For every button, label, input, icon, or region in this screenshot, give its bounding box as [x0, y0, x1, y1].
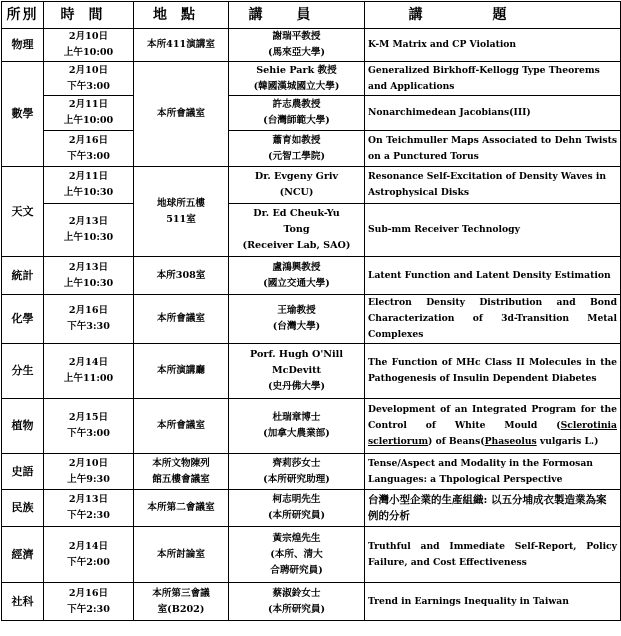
- place-text: 地球所五樓: [157, 197, 205, 209]
- speaker-name: Sehie Park 教授: [256, 64, 337, 76]
- speaker-name: 謝瑞平教授: [272, 31, 321, 42]
- topic-text: vulgaris L.): [536, 436, 599, 447]
- speaker-affiliation: (台灣大學): [272, 321, 321, 332]
- topic-cell: Electron Density Distribution and Bond Characterization of 3d-Transition Metal Complexes: [365, 295, 621, 344]
- speaker-affiliation: (NCU): [279, 187, 314, 198]
- table-row: [2, 257, 621, 295]
- time-text: 下午2:30: [67, 603, 110, 615]
- time-cell: [44, 167, 134, 204]
- topic-cell: K-M Matrix and CP Violation: [365, 29, 621, 62]
- speaker-affiliation: (加拿大農業部): [263, 428, 330, 439]
- genus-name: Phaseolus: [484, 436, 537, 447]
- table-row: [2, 131, 621, 167]
- time-cell: [44, 344, 134, 399]
- time-text: 上午9:30: [67, 473, 110, 485]
- place-text: 本所會議室: [157, 420, 205, 431]
- date-text: 2月16日: [68, 305, 109, 316]
- table-row: [2, 490, 621, 527]
- speaker-name: 杜瑞章博士: [272, 412, 321, 423]
- speaker-name: Dr. Evgeny Griv: [254, 171, 339, 182]
- place-cell: [134, 295, 229, 344]
- speaker-cell: [229, 454, 365, 490]
- speaker-name: 黃宗煌先生: [272, 532, 321, 544]
- speaker-cell: [229, 96, 365, 131]
- table-row: [2, 29, 621, 62]
- speaker-affiliation: (台灣師範大學): [263, 115, 330, 126]
- time-text: 下午3:30: [67, 321, 110, 332]
- time-text: 上午10:00: [63, 47, 114, 58]
- speaker-affiliation: (韓國漢城國立大學): [253, 80, 340, 92]
- topic-cell: Trend in Earnings Inequality in Taiwan: [365, 583, 621, 621]
- speaker-name: Porf. Hugh O'Nill: [250, 349, 343, 360]
- place-text: 511室: [166, 213, 196, 225]
- date-text: 2月13日: [68, 261, 109, 273]
- date-text: 2月11日: [68, 99, 109, 110]
- speaker-cell: [229, 167, 365, 204]
- speaker-affiliation: (本所研究助理): [263, 473, 330, 485]
- place-cell: [134, 490, 229, 527]
- place-text: 本所會議室: [157, 313, 205, 324]
- date-text: 2月10日: [68, 64, 109, 76]
- date-text: 2月13日: [68, 494, 109, 505]
- time-cell: [44, 527, 134, 583]
- header-speaker: 講員: [229, 2, 365, 29]
- date-text: 2月11日: [68, 171, 109, 182]
- speaker-cell: [229, 257, 365, 295]
- header-time: 時間: [44, 2, 134, 29]
- topic-cell: Generalized Birkhoff-Kellogg Type Theorems and Applications: [365, 62, 621, 96]
- table-row: [2, 527, 621, 583]
- table-row: [2, 167, 621, 204]
- place-cell: [134, 527, 229, 583]
- table-row: [2, 454, 621, 490]
- topic-cell: [365, 399, 621, 454]
- topic-cell: Tense/Aspect and Modality in the Formosan Languages: a Thpological Perspective: [365, 454, 621, 490]
- speaker-affiliation: (本所、清大: [270, 548, 323, 560]
- speaker-affiliation: (史丹佛大學): [267, 381, 326, 392]
- table-row: [2, 344, 621, 399]
- speaker-cell: [229, 527, 365, 583]
- field-cell: 民族: [2, 490, 44, 527]
- date-text: 2月14日: [68, 357, 109, 368]
- field-cell: 統計: [2, 257, 44, 295]
- time-cell: [44, 583, 134, 621]
- header-row: [2, 2, 621, 29]
- speaker-cell: [229, 131, 365, 167]
- topic-cell: Nonarchimedean Jacobians(III): [365, 96, 621, 131]
- place-text: 本所第三會議: [152, 587, 210, 599]
- time-cell: [44, 29, 134, 62]
- speaker-affiliation: (Receiver Lab, SAO): [242, 240, 351, 251]
- speaker-affiliation: (元智工學院): [267, 150, 326, 162]
- time-text: 下午3:00: [67, 428, 110, 439]
- table-row: [2, 583, 621, 621]
- topic-cell: Resonance Self-Excitation of Density Waves in Astrophysical Disks: [365, 167, 621, 204]
- time-text: 下午3:00: [67, 150, 110, 162]
- field-cell: 植物: [2, 399, 44, 454]
- seminar-schedule-table: [1, 1, 621, 621]
- time-cell: [44, 295, 134, 344]
- table-row: [2, 96, 621, 131]
- speaker-name: Dr. Ed Cheuk-Yu: [253, 208, 340, 219]
- speaker-cell: [229, 583, 365, 621]
- topic-cell: Truthful and Immediate Self-Report, Policy Failure, and Cost Effectiveness: [365, 527, 621, 583]
- speaker-name: 蕭育如教授: [272, 134, 321, 146]
- time-text: 上午10:30: [63, 187, 114, 198]
- time-cell: [44, 204, 134, 257]
- speaker-name: Tong: [283, 224, 310, 235]
- topic-cell: 台灣小型企業的生產組織: 以五分埔成衣製造業為案例的分析: [365, 490, 621, 527]
- field-cell: 天文: [2, 167, 44, 257]
- speaker-cell: [229, 399, 365, 454]
- header-topic: 講題: [365, 2, 621, 29]
- time-text: 下午3:00: [67, 80, 110, 92]
- date-text: 2月16日: [68, 587, 109, 599]
- topic-text: Development of an Integrated Program for the Control of White Mould (: [368, 404, 617, 431]
- field-cell: 史語: [2, 454, 44, 490]
- topic-cell: Sub-mm Receiver Technology: [365, 204, 621, 257]
- topic-cell: On Teichmuller Maps Associated to Dehn Twists on a Punctured Torus: [365, 131, 621, 167]
- speaker-affiliation: (本所研究員): [267, 603, 326, 615]
- table-row: [2, 204, 621, 257]
- place-text: 本所308室: [156, 269, 206, 281]
- topic-cell: The Function of MHc Class II Molecules in the Pathogenesis of Insulin Dependent Diabetes: [365, 344, 621, 399]
- speaker-cell: [229, 204, 365, 257]
- speaker-name: 齊莉莎女士: [272, 457, 321, 469]
- speaker-affiliation: (本所研究員): [267, 510, 326, 521]
- time-cell: [44, 490, 134, 527]
- field-cell: 數學: [2, 62, 44, 167]
- date-text: 2月16日: [68, 134, 109, 146]
- time-text: 下午2:30: [67, 510, 110, 521]
- place-text: 本所會議室: [157, 108, 205, 119]
- speaker-affiliation: (國立交通大學): [263, 277, 330, 289]
- topic-text: ) of Beans(: [428, 436, 485, 447]
- header-place: 地點: [134, 2, 229, 29]
- time-text: 上午10:30: [63, 232, 114, 243]
- field-cell: 分生: [2, 344, 44, 399]
- date-text: 2月10日: [68, 457, 109, 469]
- speaker-cell: [229, 29, 365, 62]
- place-text: 館五樓會議室: [152, 473, 210, 485]
- header-field: 所別: [2, 2, 44, 29]
- time-text: 上午11:00: [63, 373, 114, 384]
- table-row: [2, 399, 621, 454]
- date-text: 2月13日: [68, 216, 109, 227]
- time-cell: [44, 96, 134, 131]
- speaker-affiliation: (馬來亞大學): [267, 47, 326, 58]
- speaker-cell: [229, 344, 365, 399]
- date-text: 2月10日: [68, 31, 109, 42]
- place-cell: [134, 29, 229, 62]
- time-cell: [44, 454, 134, 490]
- place-cell: [134, 257, 229, 295]
- speaker-name: 柯志明先生: [272, 494, 321, 505]
- place-cell: [134, 399, 229, 454]
- time-cell: [44, 131, 134, 167]
- time-cell: [44, 399, 134, 454]
- date-text: 2月15日: [68, 412, 109, 423]
- field-cell: 物理: [2, 29, 44, 62]
- place-cell: [134, 167, 229, 257]
- speaker-name: 王瑜教授: [277, 305, 316, 316]
- speaker-affiliation: 合聘研究員): [270, 564, 323, 576]
- place-text: 本所第二會議室: [147, 502, 215, 513]
- place-text: 本所討論室: [157, 548, 205, 560]
- time-text: 下午2:00: [67, 556, 110, 568]
- time-cell: [44, 62, 134, 96]
- speaker-name: 許志農教授: [272, 99, 321, 110]
- speaker-cell: [229, 295, 365, 344]
- place-text: 本所411演講室: [147, 39, 215, 50]
- speaker-cell: [229, 62, 365, 96]
- place-cell: [134, 454, 229, 490]
- field-cell: 經濟: [2, 527, 44, 583]
- place-cell: [134, 62, 229, 167]
- place-text: 本所文物陳列: [152, 457, 210, 469]
- time-text: 上午10:00: [63, 115, 114, 126]
- speaker-cell: [229, 490, 365, 527]
- place-cell: [134, 583, 229, 621]
- time-text: 上午10:30: [63, 277, 114, 289]
- time-cell: [44, 257, 134, 295]
- place-text: 本所演講廳: [157, 365, 205, 376]
- table-row: [2, 295, 621, 344]
- table-row: [2, 62, 621, 96]
- place-cell: [134, 344, 229, 399]
- species-name: Sclerotinia sclertiorum: [368, 420, 617, 447]
- date-text: 2月14日: [68, 540, 109, 552]
- speaker-name: 蔡淑鈴女士: [272, 587, 321, 599]
- speaker-name: McDevitt: [272, 365, 321, 376]
- place-text: 室(B202): [157, 603, 205, 615]
- field-cell: 化學: [2, 295, 44, 344]
- topic-cell: Latent Function and Latent Density Estimation: [365, 257, 621, 295]
- speaker-name: 盧鴻興教授: [272, 261, 321, 273]
- field-cell: 社科: [2, 583, 44, 621]
